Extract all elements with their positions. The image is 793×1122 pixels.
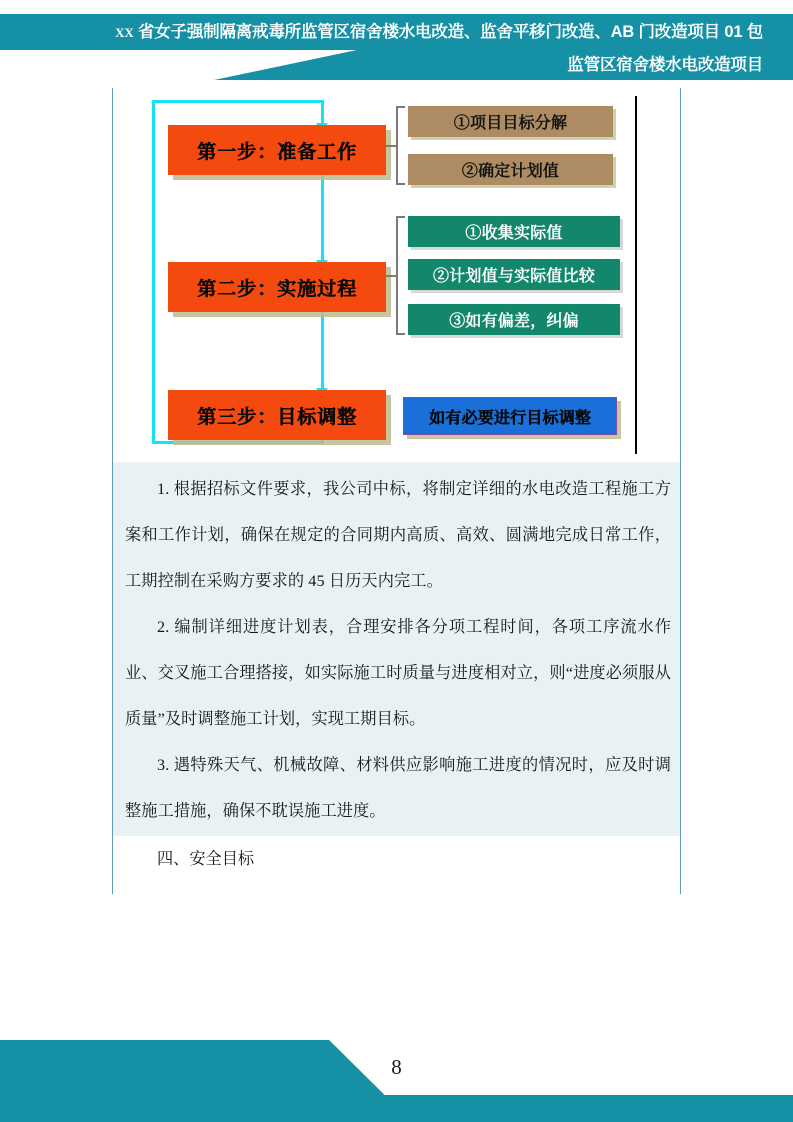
flow-line-top [152, 100, 324, 103]
flow-line-bottom [152, 441, 324, 444]
diagram-vertical-rule [635, 96, 637, 454]
prep-item-2: ②确定计划值 [408, 154, 613, 185]
header-title-prefix: XX [115, 25, 134, 40]
footer-band-base [0, 1095, 793, 1122]
paragraph-3: 3. 遇特殊天气、机械故障、材料供应影响施工进度的情况时，应及时调整施工措施，确保不耽误施工进度。 [125, 756, 671, 820]
header-title-line1 [0, 14, 793, 50]
bracket-process [396, 216, 405, 335]
bracket-stub-prep [386, 145, 396, 147]
process-item-2: ②计划值与实际值比较 [408, 259, 620, 290]
body-text-block [113, 462, 680, 840]
flow-line-left [152, 100, 155, 444]
step-box-3: 第三步：目标调整 [168, 390, 386, 440]
adjust-item: 如有必要进行目标调整 [403, 397, 617, 435]
bracket-prep [396, 106, 405, 185]
step-box-1: 第一步：准备工作 [168, 125, 386, 175]
prep-item-1: ①项目目标分解 [408, 106, 613, 137]
page-header [0, 0, 793, 84]
bracket-stub-process [386, 275, 396, 277]
step-box-2: 第二步：实施过程 [168, 262, 386, 312]
header-title-line2: 监管区宿舍楼水电改造项目 [567, 56, 763, 74]
page-number: 8 [391, 1055, 402, 1079]
section-heading: 四、安全目标 [157, 850, 255, 868]
process-item-3: ③如有偏差，纠偏 [408, 304, 620, 335]
project-control-flow-diagram [113, 92, 680, 462]
page-footer [0, 1010, 793, 1122]
process-item-1: ①收集实际值 [408, 216, 620, 247]
header-title-line1-text: 省女子强制隔离戒毒所监管区宿舍楼水电改造、监舍平移门改造、AB 门改造项目 01 包 [137, 23, 763, 41]
paragraph-2: 2. 编制详细进度计划表，合理安排各分项工程时间，各项工序流水作业、交叉施工合理搭接，如实际施工时质量与进度相对立，则“进度必须服从质量”及时调整施工计划，实现工期目标。 [125, 618, 671, 728]
paragraph-1: 1. 根据招标文件要求，我公司中标，将制定详细的水电改造工程施工方案和工作计划，确保在规定的合同期内高质、高效、圆满地完成日常工作，工期控制在采购方要求的 45 日历天内完工。 [125, 480, 671, 590]
